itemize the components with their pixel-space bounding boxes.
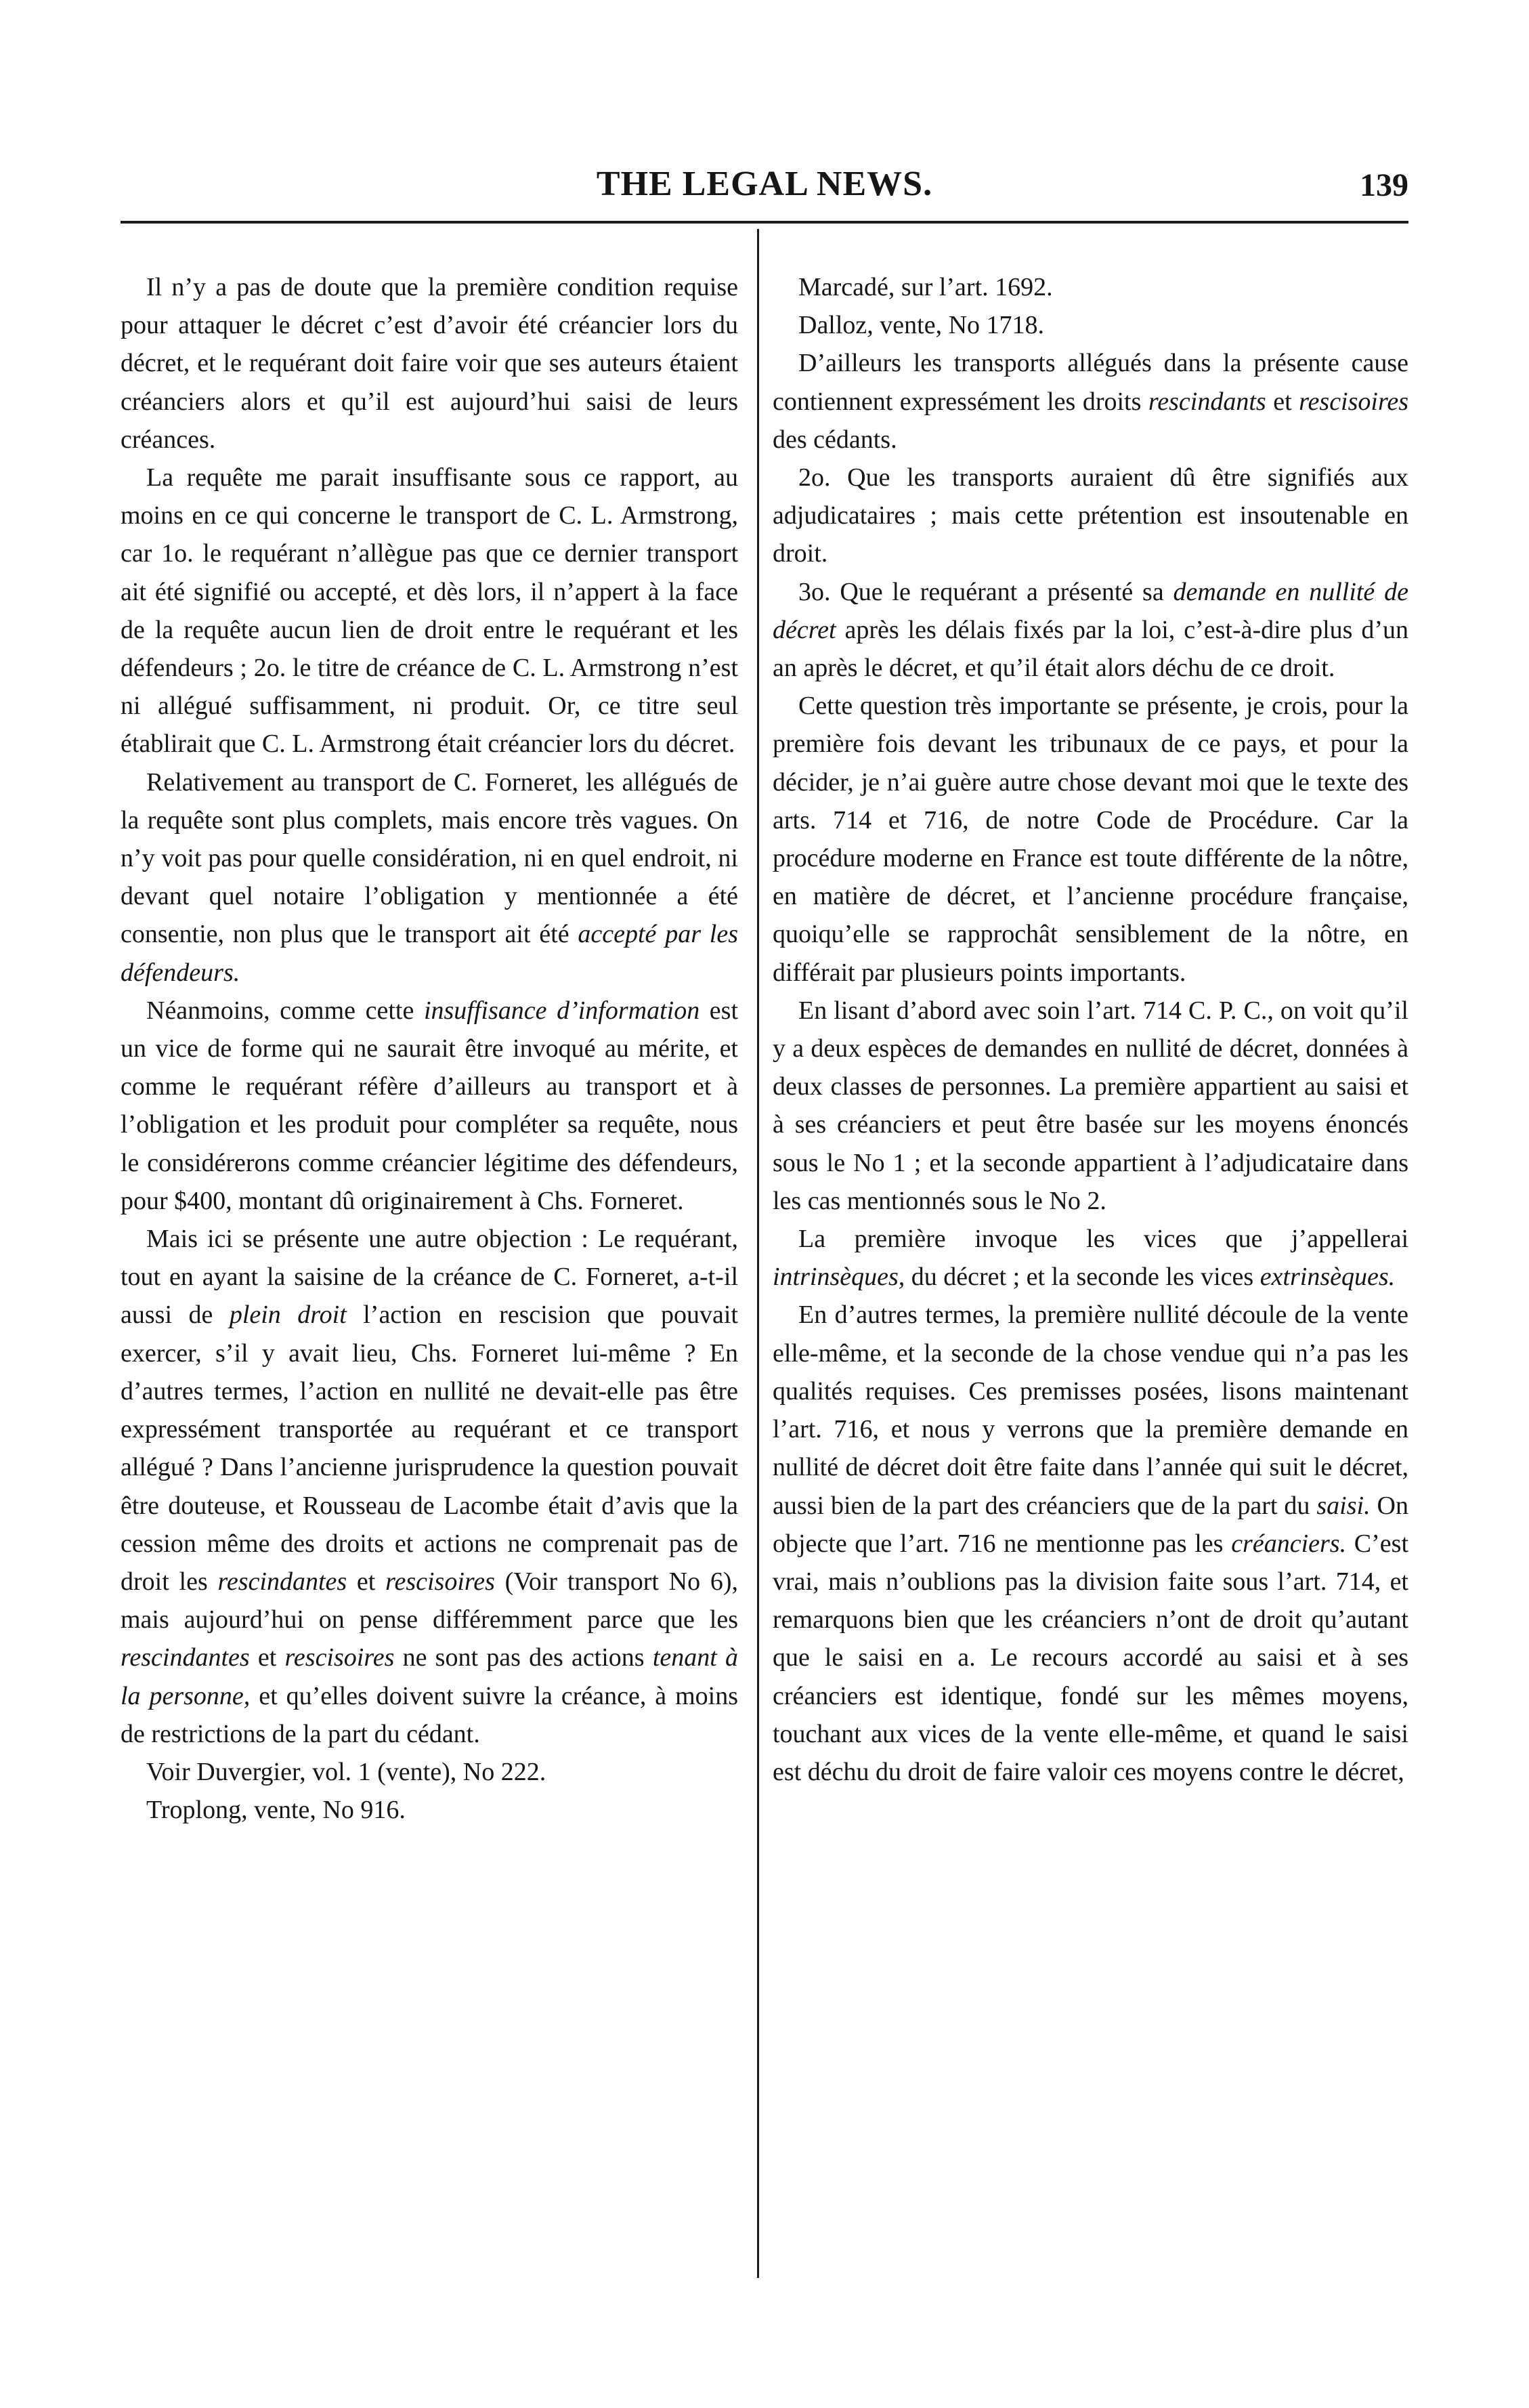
paragraph: Il n’y a pas de doute que la première condition requise pour attaquer le décret c’est d’avoir été créancier lors du décret, et le requérant doit faire voir que ses auteurs étaient créanciers alors et qu’il est aujourd’hui saisi de leurs créances. xyxy=(121,273,738,454)
paragraph: La première invoque les vices que j’appellerai intrinsèques, du décret ; et la seconde les vices extrinsèques. xyxy=(773,1225,1408,1292)
left-column xyxy=(121,268,738,1829)
paragraph: 3o. Que le requérant a présenté sa demande en nullité de décret après les délais fixés par la loi, c’est-à-dire plus d’un an après le décret, et qu’il était alors déchu de ce droit. xyxy=(773,577,1408,683)
right-column xyxy=(773,268,1408,1791)
citation: Troplong, vente, No 916. xyxy=(146,1796,406,1825)
paragraph: Cette question très importante se présente, je crois, pour la première fois devant les tribunaux de ce pays, et pour la décider, je n’ai guère autre chose devant moi que le texte des arts. 714 et 716, de notre Code de Procédure. Car la procédure moderne en France est toute différente de la nôtre, en matière de décret, et l’ancienne procédure française, quoiqu’elle se rapprochât sensiblement de la nôtre, en différait par plusieurs points importants. xyxy=(773,692,1408,987)
paragraph: En d’autres termes, la première nullité découle de la vente elle-même, et la seconde de la chose vendue qui n’a pas les qualités requises. Ces premisses posées, lisons maintenant l’art. 716, et nous y verrons que la première demande en nullité de décret doit être faite dans l’année qui suit le décret, aussi bien de la part des créanciers que de la part du saisi. On objecte que l’art. 716 ne mentionne pas les créanciers. C’est vrai, mais n’oublions pas la division faite sous l’art. 714, et remarquons bien que les créanciers n’ont de droit qu’autant que le saisi en a. Le recours accordé au saisi et à ses créanciers est identique, fondé sur les mêmes moyens, touchant aux vices de la vente elle-même, et quand le saisi est déchu du droit de faire valoir ces moyens contre le décret, xyxy=(773,1301,1408,1786)
paragraph: Néanmoins, comme cette insuffisance d’information est un vice de forme qui ne saurait être invoqué au mérite, et comme le requérant réfère d’ailleurs au transport et à l’obligation et les produit pour compléter sa requête, nous le considérerons comme créancier légitime des défendeurs, pour $400, montant dû originairement à Chs. Forneret. xyxy=(121,996,739,1215)
citation: Voir Duvergier, vol. 1 (vente), No 222. xyxy=(146,1757,546,1786)
column-divider xyxy=(757,229,759,2278)
header-rule xyxy=(121,221,1408,224)
paragraph: Mais ici se présente une autre objection : Le requérant, tout en ayant la saisine de la créance de C. Forneret, a-t-il aussi de plein droit l’action en rescision que pouvait exercer, s’il y avait lieu, Chs. Forneret lui-même ? En d’autres termes, l’action en nullité ne devait-elle pas être expressément transportée au requérant et ce transport allégué ? Dans l’ancienne jurisprudence la question pouvait être douteuse, et Rousseau de Lacombe était d’avis que la cession même des droits et actions ne comprenait pas de droit les rescindantes et rescisoires (Voir transport No 6), mais aujourd’hui on pense différemment parce que les rescindantes et rescisoires ne sont pas des actions tenant à la personne, et qu’elles doivent suivre la créance, à moins de restrictions de la part du cédant. xyxy=(121,1225,739,1748)
paragraph: La requête me parait insuffisante sous ce rapport, au moins en ce qui concerne le transport de C. L. Armstrong, car 1o. le requérant n’allègue pas que ce dernier transport ait été signifié ou accepté, et dès lors, il n’appert à la face de la requête aucun lien de droit entre le requérant et les défendeurs ; 2o. le titre de créance de C. L. Armstrong n’est ni allégué suffisamment, ni produit. Or, ce titre seul établirait que C. L. Armstrong était créancier lors du décret. xyxy=(121,463,738,759)
page-number: 139 xyxy=(1360,167,1408,203)
journal-title: THE LEGAL NEWS. xyxy=(596,165,933,203)
citation: Marcadé, sur l’art. 1692. xyxy=(798,273,1053,301)
page-header xyxy=(121,164,1408,211)
paragraph: Relativement au transport de C. Forneret, les allégués de la requête sont plus complets, mais encore très vagues. On n’y voit pas pour quelle considération, ni en quel endroit, ni devant quel notaire l’obligation y mentionnée a été consentie, non plus que le transport ait été accepté par les défendeurs. xyxy=(121,767,738,987)
citation: Dalloz, vente, No 1718. xyxy=(798,311,1045,340)
paragraph: En lisant d’abord avec soin l’art. 714 C. P. C., on voit qu’il y a deux espèces de demandes en nullité de décret, données à deux classes de personnes. La première appartient au saisi et à ses créanciers et peut être basée sur les moyens énoncés sous le No 1 ; et la seconde appartient à l’adjudicataire dans les cas mentionnés sous le No 2. xyxy=(773,996,1408,1215)
paragraph: D’ailleurs les transports allégués dans la présente cause contiennent expressément les droits rescindants et rescisoires des cédants. xyxy=(773,349,1408,454)
paragraph: 2o. Que les transports auraient dû être signifiés aux adjudicataires ; mais cette prétention est insoutenable en droit. xyxy=(773,463,1408,568)
